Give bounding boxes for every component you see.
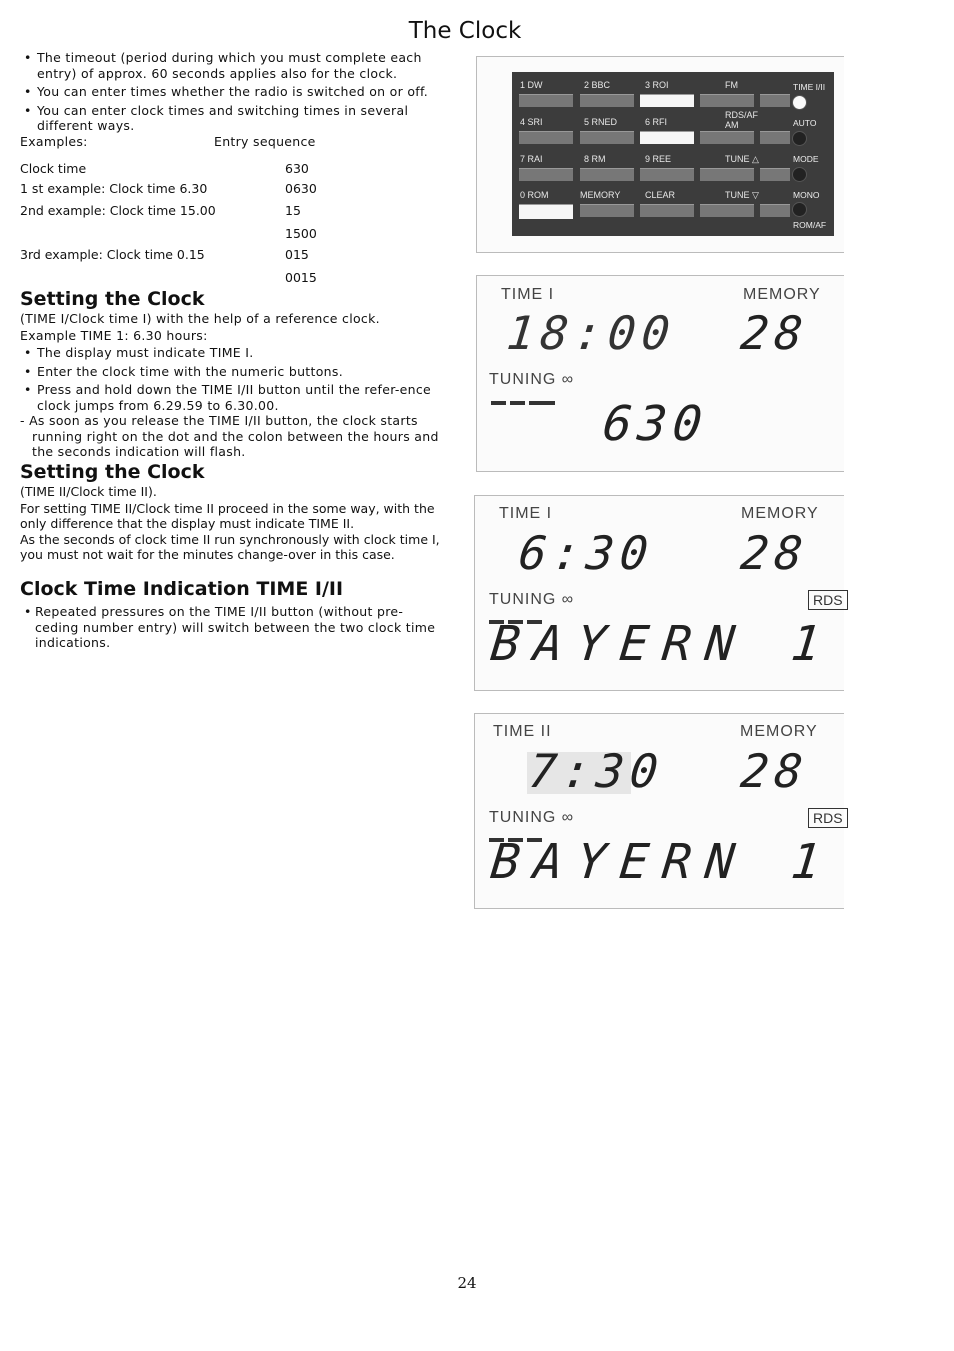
time-label: TIME II <box>493 723 552 740</box>
list-item: • The timeout (period during which you must complete each entry) of approx. 60 seconds applies also for the clock. <box>20 50 456 81</box>
key-tune-down[interactable] <box>700 204 754 217</box>
memory-display: 28 <box>738 744 812 798</box>
key-label: 5 RNED <box>584 117 618 127</box>
key-label: TIME I/II <box>793 82 826 92</box>
key-label: 0 ROM <box>520 190 549 200</box>
example-row-value: 0015 <box>285 270 317 285</box>
rds-indicator: RDS <box>808 808 848 828</box>
section1-body <box>20 311 456 460</box>
body-line: (TIME I/Clock time I) with the help of a reference clock. <box>20 311 380 326</box>
entry-sequence-label: Entry sequence <box>214 134 316 149</box>
clock-display: 18:00 <box>504 306 679 360</box>
key-4[interactable] <box>519 131 573 144</box>
lcd-display-1 <box>476 275 844 472</box>
body-line: Example TIME 1: 6.30 hours: <box>20 327 208 343</box>
memory-label: MEMORY <box>741 505 819 522</box>
time-button[interactable] <box>792 95 807 110</box>
key-label: MEMORY <box>580 190 621 200</box>
key-label: AUTO <box>793 118 817 128</box>
key-3[interactable] <box>640 94 694 107</box>
example-row-value: 15 <box>285 203 301 218</box>
key-blank[interactable] <box>760 131 790 144</box>
example-row-value: 015 <box>285 247 309 262</box>
list-item: • The display must indicate TIME I. <box>20 345 456 361</box>
page-number: 24 <box>457 1274 477 1292</box>
example-row-value: 0630 <box>285 181 317 196</box>
key-label: 9 REE <box>645 154 672 164</box>
body-paragraph: As the seconds of clock time II run synchronously with clock time I, you must not wait for the minutes change-over in this case. <box>20 531 440 562</box>
section-heading: Setting the Clock <box>20 461 205 483</box>
station-display: BAYERN 1 <box>488 834 838 890</box>
key-label: CLEAR <box>645 190 676 200</box>
clock-display: 7:30 <box>526 744 667 798</box>
example-row-label: 3rd example: Clock time 0.15 <box>20 247 205 262</box>
key-tune-up[interactable] <box>700 168 754 181</box>
auto-button[interactable] <box>792 131 807 146</box>
key-fm[interactable] <box>700 94 754 107</box>
lcd-display-3 <box>474 713 844 909</box>
key-0[interactable] <box>519 204 573 219</box>
radio-keypad-figure <box>476 56 844 253</box>
list-item: • Enter the clock time with the numeric buttons. <box>20 364 456 380</box>
body-paragraph: For setting TIME II/Clock time II proceed in the some way, with the only difference that the display must indicate TIME II. <box>20 500 435 531</box>
station-display: BAYERN 1 <box>488 616 838 672</box>
entry-display: 630 <box>600 396 711 452</box>
tuning-indicator <box>491 390 559 395</box>
key-label: 1 DW <box>520 80 543 90</box>
tuning-label: TUNING ∞ <box>489 809 575 826</box>
key-1[interactable] <box>519 94 573 107</box>
key-label: TUNE △ <box>725 154 759 164</box>
time-label: TIME I <box>501 286 555 303</box>
body-line: (TIME II/Clock time II). <box>20 484 157 499</box>
key-label: MODE <box>793 154 819 164</box>
key-label: 2 BBC <box>584 80 611 90</box>
key-5[interactable] <box>580 131 634 144</box>
key-label: 4 SRI <box>520 117 543 127</box>
mode-button[interactable] <box>792 167 807 182</box>
key-memory[interactable] <box>580 204 634 217</box>
section-heading: Clock Time Indication TIME I/II <box>20 578 344 600</box>
key-blank[interactable] <box>760 204 790 217</box>
key-2[interactable] <box>580 94 634 107</box>
examples-label: Examples: <box>20 134 88 149</box>
memory-label: MEMORY <box>740 723 818 740</box>
key-8[interactable] <box>580 168 634 181</box>
tuning-indicator <box>489 609 546 614</box>
mono-button[interactable] <box>792 202 807 217</box>
key-label: MONO <box>793 190 820 200</box>
key-label: 6 RFI <box>645 117 668 127</box>
example-row-value: 1500 <box>285 226 317 241</box>
section2-body <box>20 484 456 563</box>
key-6[interactable] <box>640 131 694 144</box>
lcd-display-2 <box>474 495 844 691</box>
key-7[interactable] <box>519 168 573 181</box>
clock-display: 6:30 <box>516 526 657 580</box>
key-label: 8 RM <box>584 154 606 164</box>
page-title: The Clock <box>408 18 522 44</box>
memory-display: 28 <box>738 526 812 580</box>
tuning-label: TUNING ∞ <box>489 591 575 608</box>
key-blank[interactable] <box>760 168 790 181</box>
example-row-label: 2nd example: Clock time 15.00 <box>20 203 216 218</box>
list-item: • You can enter times whether the radio is switched on or off. <box>20 84 456 100</box>
key-label: 7 RAI <box>520 154 543 164</box>
example-row-value: 630 <box>285 161 309 176</box>
list-item: • Press and hold down the TIME I/II button until the refer-ence clock jumps from 6.29.59 to 6.30.00. <box>20 382 456 413</box>
time-label: TIME I <box>499 505 553 522</box>
section-heading: Setting the Clock <box>20 288 205 310</box>
tuning-label: TUNING ∞ <box>489 371 575 388</box>
key-label: RDS/AF AM <box>725 110 759 130</box>
note-text: - As soon as you release the TIME I/II button, the clock starts running right on the dot and the colon between the hours and the seconds indication will flash. <box>20 413 439 459</box>
memory-display: 28 <box>738 306 812 360</box>
key-label: TUNE ▽ <box>725 190 759 200</box>
key-9[interactable] <box>640 168 694 181</box>
list-item: • You can enter clock times and switching times in several different ways. <box>20 103 456 134</box>
tuning-indicator <box>489 827 546 832</box>
key-rds-af[interactable] <box>700 131 754 144</box>
key-clear[interactable] <box>640 204 694 217</box>
example-row-label: 1 st example: Clock time 6.30 <box>20 181 208 196</box>
list-item: • Repeated pressures on the TIME I/II button (without pre-ceding number entry) will switch between the two clock time indications. <box>20 604 440 651</box>
intro-bullets <box>20 50 456 134</box>
section3-body <box>20 604 440 651</box>
memory-label: MEMORY <box>743 286 821 303</box>
key-label: FM <box>725 80 738 90</box>
key-blank[interactable] <box>760 94 790 107</box>
keypad <box>512 72 834 236</box>
example-row-label: Clock time <box>20 161 87 176</box>
rds-indicator: RDS <box>808 590 848 610</box>
key-label: 3 ROI <box>645 80 669 90</box>
key-label: ROM/AF <box>793 220 827 230</box>
